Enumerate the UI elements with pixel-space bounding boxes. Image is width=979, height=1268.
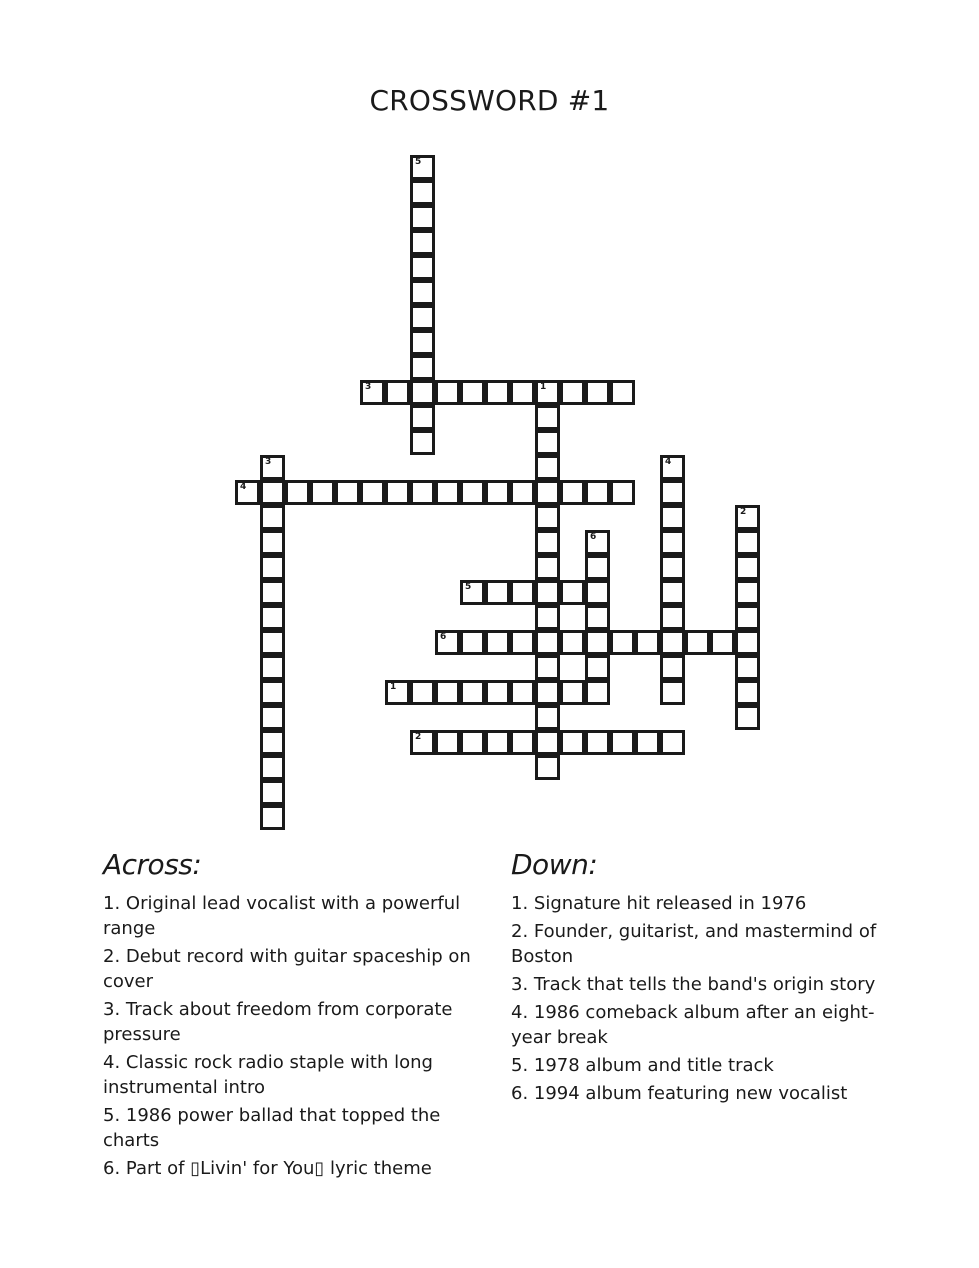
across-clue-3: 3. Track about freedom from corporate pressure xyxy=(103,999,453,1045)
grid-cell[interactable] xyxy=(610,730,635,755)
grid-cell[interactable] xyxy=(510,380,535,405)
grid-cell[interactable] xyxy=(660,730,685,755)
grid-cell[interactable] xyxy=(735,630,760,655)
clue-number: 3 xyxy=(365,382,372,392)
clue-number: 4 xyxy=(665,457,672,467)
grid-cell[interactable] xyxy=(410,155,435,180)
grid-cell[interactable] xyxy=(260,705,285,730)
grid-cell[interactable] xyxy=(535,705,560,730)
grid-cell[interactable] xyxy=(260,580,285,605)
clue-number: 5 xyxy=(465,582,472,592)
grid-cell[interactable] xyxy=(460,680,485,705)
grid-cell[interactable] xyxy=(635,730,660,755)
grid-cell[interactable] xyxy=(410,280,435,305)
grid-cell[interactable] xyxy=(735,505,760,530)
down-clue-1: 1. Signature hit released in 1976 xyxy=(511,893,807,914)
grid-cell[interactable] xyxy=(535,480,560,505)
grid-cell[interactable] xyxy=(585,605,610,630)
grid-cell[interactable] xyxy=(735,530,760,555)
grid-cell[interactable] xyxy=(260,605,285,630)
grid-cell[interactable] xyxy=(435,630,460,655)
grid-cell[interactable] xyxy=(260,680,285,705)
grid-cell[interactable] xyxy=(310,480,335,505)
grid-cell[interactable] xyxy=(660,680,685,705)
grid-cell[interactable] xyxy=(260,555,285,580)
grid-cell[interactable] xyxy=(285,480,310,505)
grid-cell[interactable] xyxy=(410,730,435,755)
grid-cell[interactable] xyxy=(585,680,610,705)
grid-cell[interactable] xyxy=(535,405,560,430)
grid-cell[interactable] xyxy=(510,580,535,605)
grid-cell[interactable] xyxy=(685,630,710,655)
grid-cell[interactable] xyxy=(335,480,360,505)
grid-cell[interactable] xyxy=(585,655,610,680)
grid-cell[interactable] xyxy=(735,655,760,680)
down-heading: Down: xyxy=(511,848,598,881)
clue-number: 6 xyxy=(590,532,597,542)
across-clues xyxy=(103,848,483,1184)
grid-cell[interactable] xyxy=(710,630,735,655)
grid-cell[interactable] xyxy=(585,580,610,605)
grid-cell[interactable] xyxy=(535,680,560,705)
down-clue-4: 4. 1986 comeback album after an eight-year break xyxy=(511,1002,875,1048)
grid-cell[interactable] xyxy=(435,680,460,705)
clue-number: 4 xyxy=(240,482,247,492)
grid-cell[interactable] xyxy=(260,730,285,755)
grid-cell[interactable] xyxy=(385,380,410,405)
grid-cell[interactable] xyxy=(660,580,685,605)
grid-cell[interactable] xyxy=(735,605,760,630)
grid-cell[interactable] xyxy=(260,805,285,830)
clue-number: 5 xyxy=(415,157,422,167)
grid-cell[interactable] xyxy=(560,630,585,655)
grid-cell[interactable] xyxy=(485,730,510,755)
grid-cell[interactable] xyxy=(510,480,535,505)
grid-cell[interactable] xyxy=(660,505,685,530)
grid-cell[interactable] xyxy=(485,680,510,705)
grid-cell[interactable] xyxy=(460,480,485,505)
down-clue-6: 6. 1994 album featuring new vocalist xyxy=(511,1083,848,1104)
grid-cell[interactable] xyxy=(260,630,285,655)
grid-cell[interactable] xyxy=(560,730,585,755)
grid-cell[interactable] xyxy=(460,730,485,755)
grid-cell[interactable] xyxy=(510,630,535,655)
grid-cell[interactable] xyxy=(660,530,685,555)
grid-cell[interactable] xyxy=(535,555,560,580)
grid-cell[interactable] xyxy=(535,655,560,680)
grid-cell[interactable] xyxy=(660,455,685,480)
page-title: CROSSWORD #1 xyxy=(369,84,610,117)
grid-cell[interactable] xyxy=(660,555,685,580)
grid-cell[interactable] xyxy=(535,730,560,755)
grid-cell[interactable] xyxy=(735,580,760,605)
across-clue-6: 6. Part of ▯Livin' for You▯ lyric theme xyxy=(103,1158,432,1179)
down-clue-2: 2. Founder, guitarist, and mastermind of Boston xyxy=(511,921,877,967)
grid-cell[interactable] xyxy=(585,530,610,555)
grid-cell[interactable] xyxy=(535,630,560,655)
grid-cell[interactable] xyxy=(385,480,410,505)
grid-cell[interactable] xyxy=(635,630,660,655)
grid-cell[interactable] xyxy=(560,380,585,405)
grid-cell[interactable] xyxy=(560,480,585,505)
grid-cell[interactable] xyxy=(485,480,510,505)
grid-cell[interactable] xyxy=(410,255,435,280)
grid-cell[interactable] xyxy=(460,630,485,655)
grid-cell[interactable] xyxy=(435,380,460,405)
grid-cell[interactable] xyxy=(260,655,285,680)
grid-cell[interactable] xyxy=(535,505,560,530)
grid-cell[interactable] xyxy=(435,730,460,755)
grid-cell[interactable] xyxy=(535,380,560,405)
grid-cell[interactable] xyxy=(535,430,560,455)
grid-cell[interactable] xyxy=(410,405,435,430)
grid-cell[interactable] xyxy=(535,605,560,630)
grid-cell[interactable] xyxy=(660,655,685,680)
grid-cell[interactable] xyxy=(410,680,435,705)
grid-cell[interactable] xyxy=(410,330,435,355)
down-clue-5: 5. 1978 album and title track xyxy=(511,1055,774,1076)
grid-cell[interactable] xyxy=(260,480,285,505)
grid-cell[interactable] xyxy=(485,580,510,605)
grid-cell[interactable] xyxy=(585,730,610,755)
grid-cell[interactable] xyxy=(235,480,260,505)
grid-cell[interactable] xyxy=(585,380,610,405)
grid-cell[interactable] xyxy=(410,430,435,455)
grid-cell[interactable] xyxy=(485,380,510,405)
grid-cell[interactable] xyxy=(585,630,610,655)
grid-cell[interactable] xyxy=(460,380,485,405)
grid-cell[interactable] xyxy=(410,305,435,330)
grid-cell[interactable] xyxy=(535,755,560,780)
grid-cell[interactable] xyxy=(410,205,435,230)
grid-cell[interactable] xyxy=(535,580,560,605)
clue-number: 1 xyxy=(390,682,397,692)
grid-cell[interactable] xyxy=(610,630,635,655)
grid-cell[interactable] xyxy=(410,230,435,255)
grid-cell[interactable] xyxy=(260,455,285,480)
grid-cell[interactable] xyxy=(610,380,635,405)
grid-cell[interactable] xyxy=(460,580,485,605)
across-heading: Across: xyxy=(103,848,202,881)
clue-number: 1 xyxy=(540,382,547,392)
clue-number: 2 xyxy=(415,732,422,742)
across-clue-4: 4. Classic rock radio staple with long instrumental intro xyxy=(103,1052,433,1098)
grid-cell[interactable] xyxy=(435,480,460,505)
down-clue-3: 3. Track that tells the band's origin story xyxy=(511,974,876,995)
grid-cell[interactable] xyxy=(660,630,685,655)
grid-cell[interactable] xyxy=(735,680,760,705)
grid-cell[interactable] xyxy=(260,755,285,780)
grid-cell[interactable] xyxy=(535,530,560,555)
grid-cell[interactable] xyxy=(360,380,385,405)
grid-cell[interactable] xyxy=(510,680,535,705)
grid-cell[interactable] xyxy=(360,480,385,505)
grid-cell[interactable] xyxy=(485,630,510,655)
grid-cell[interactable] xyxy=(585,555,610,580)
grid-cell[interactable] xyxy=(385,680,410,705)
across-clue-5: 5. 1986 power ballad that topped the charts xyxy=(103,1105,441,1151)
grid-cell[interactable] xyxy=(560,680,585,705)
clue-number: 6 xyxy=(440,632,447,642)
grid-cell[interactable] xyxy=(410,180,435,205)
grid-cell[interactable] xyxy=(610,480,635,505)
grid-cell[interactable] xyxy=(735,555,760,580)
grid-cell[interactable] xyxy=(560,580,585,605)
grid-cell[interactable] xyxy=(260,530,285,555)
clue-number: 2 xyxy=(740,507,747,517)
grid-cell[interactable] xyxy=(660,605,685,630)
grid-cell[interactable] xyxy=(260,780,285,805)
grid-cell[interactable] xyxy=(410,355,435,380)
grid-cell[interactable] xyxy=(410,480,435,505)
grid-cell[interactable] xyxy=(535,455,560,480)
across-clue-2: 2. Debut record with guitar spaceship on cover xyxy=(103,946,471,992)
clue-number: 3 xyxy=(265,457,272,467)
grid-cell[interactable] xyxy=(660,480,685,505)
grid-cell[interactable] xyxy=(585,480,610,505)
grid-cell[interactable] xyxy=(410,380,435,405)
across-clue-1: 1. Original lead vocalist with a powerful range xyxy=(103,893,461,939)
grid-cell[interactable] xyxy=(735,705,760,730)
grid-cell[interactable] xyxy=(510,730,535,755)
down-clues xyxy=(511,848,891,1109)
grid-cell[interactable] xyxy=(260,505,285,530)
